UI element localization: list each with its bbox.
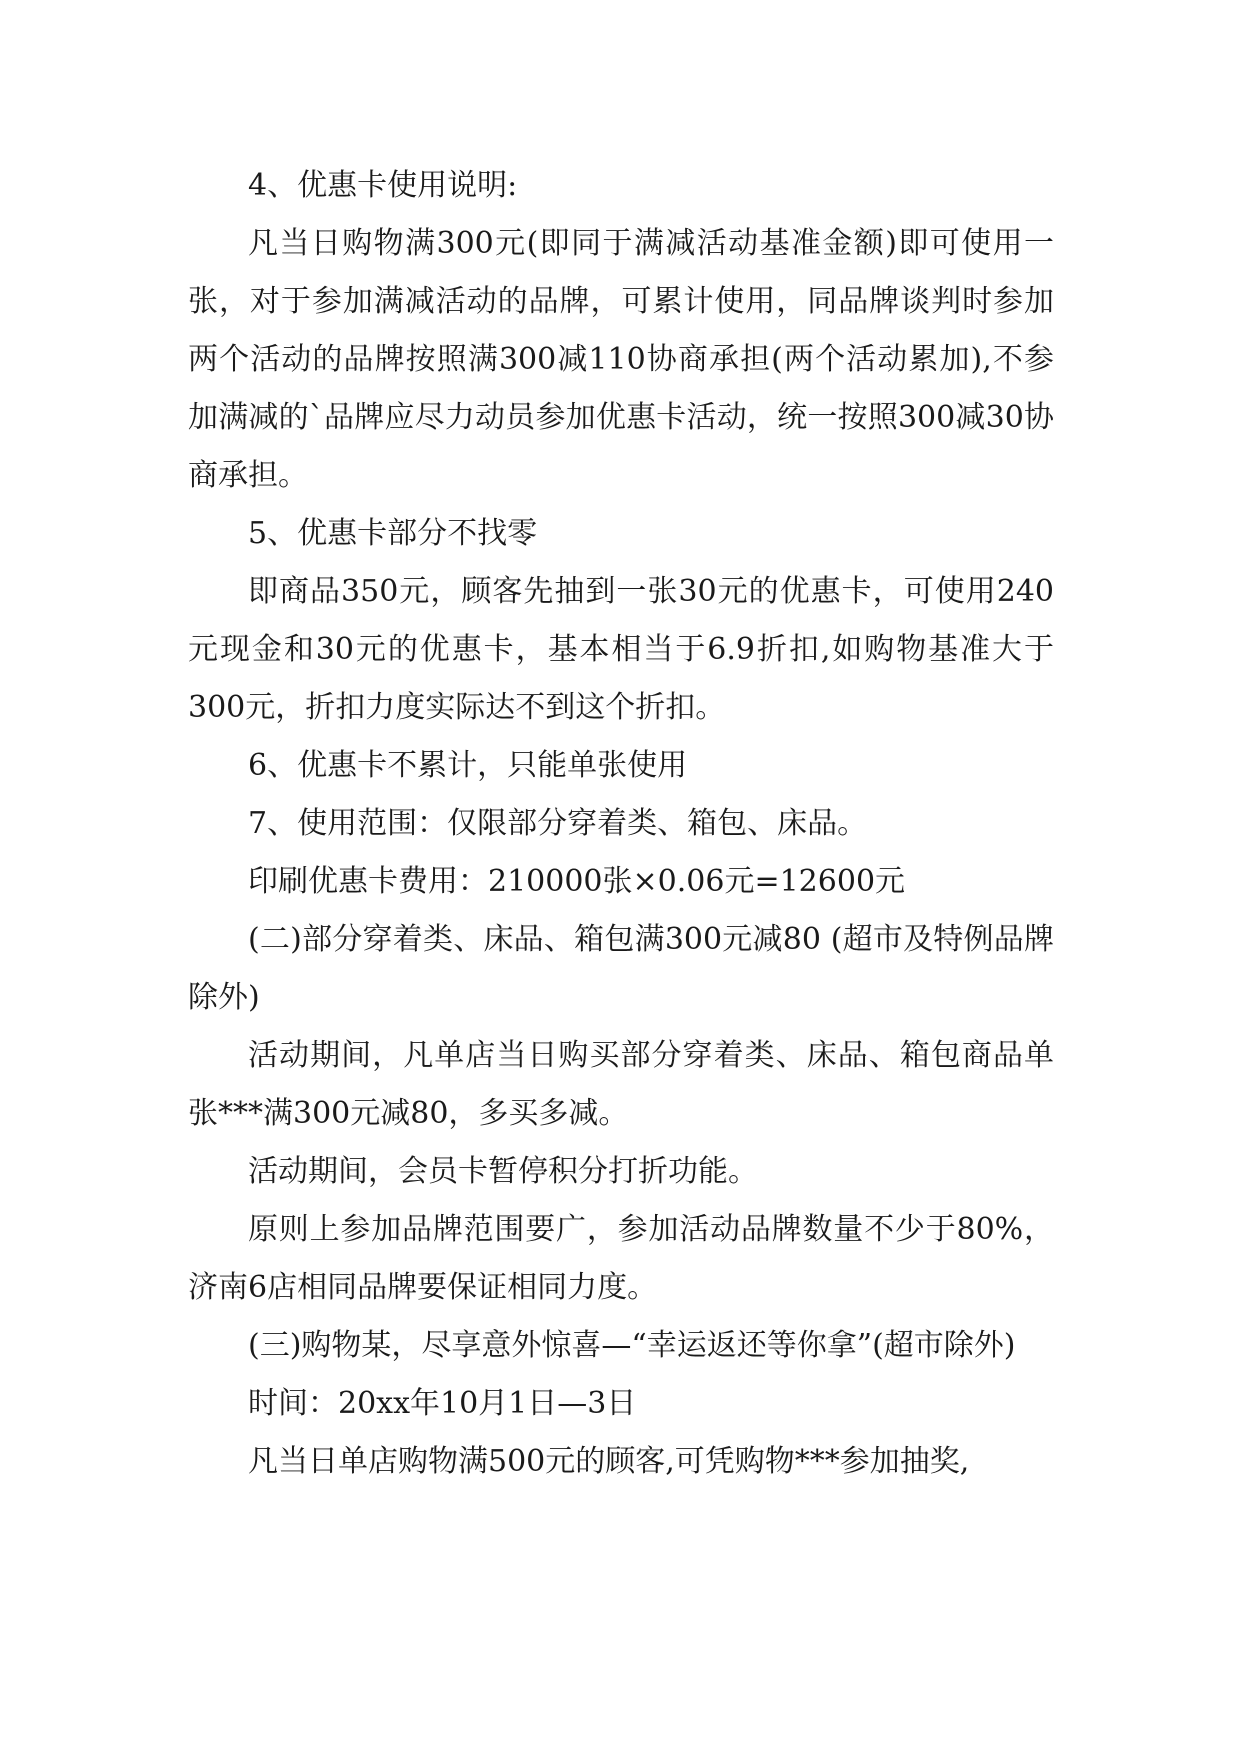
document-body	[188, 157, 1054, 1491]
paragraph-single-use: 6、优惠卡不累计，只能单张使用	[248, 748, 688, 783]
paragraph-printing-cost: 印刷优惠卡费用：210000张×0.06元=12600元	[248, 864, 906, 899]
paragraph-no-change-heading: 5、优惠卡部分不找零	[248, 516, 538, 551]
paragraph-member-card-note: 活动期间，会员卡暂停积分打折功能。	[248, 1154, 758, 1189]
paragraph-section-two-heading: (二)部分穿着类、床品、箱包满300元减80 (超市及特例品牌除外)	[188, 922, 1054, 1015]
paragraph-no-change-example: 即商品350元，顾客先抽到一张30元的优惠卡，可使用240元现金和30元的优惠卡，基本相当于6.9折扣,如购物基准大于300元，折扣力度实际达不到这个折扣。	[188, 574, 1054, 725]
paragraph-time: 时间：20xx年10月1日—3日	[248, 1386, 637, 1421]
paragraph-lottery: 凡当日单店购物满500元的顾客,可凭购物***参加抽奖,	[248, 1444, 970, 1479]
paragraph-coupon-usage-detail: 凡当日购物满300元(即同于满减活动基准金额)即可使用一张，对于参加满减活动的品牌，可累计使用，同品牌谈判时参加两个活动的品牌按照满300减110协商承担(两个活动累加),不参加满减的`品牌应尽力动员参加优惠卡活动，统一按照300减30协商承担。	[188, 226, 1054, 493]
paragraph-section-two-detail: 活动期间，凡单店当日购买部分穿着类、床品、箱包商品单张***满300元减80，多买多减。	[188, 1038, 1054, 1131]
paragraph-section-three-heading: (三)购物某，尽享意外惊喜—“幸运返还等你拿”(超市除外)	[248, 1328, 1016, 1363]
paragraph-brand-scope: 原则上参加品牌范围要广，参加活动品牌数量不少于80%，济南6店相同品牌要保证相同力度。	[188, 1212, 1054, 1305]
paragraph-coupon-usage-heading: 4、优惠卡使用说明:	[248, 168, 518, 203]
paragraph-usage-scope: 7、使用范围：仅限部分穿着类、箱包、床品。	[248, 806, 868, 841]
